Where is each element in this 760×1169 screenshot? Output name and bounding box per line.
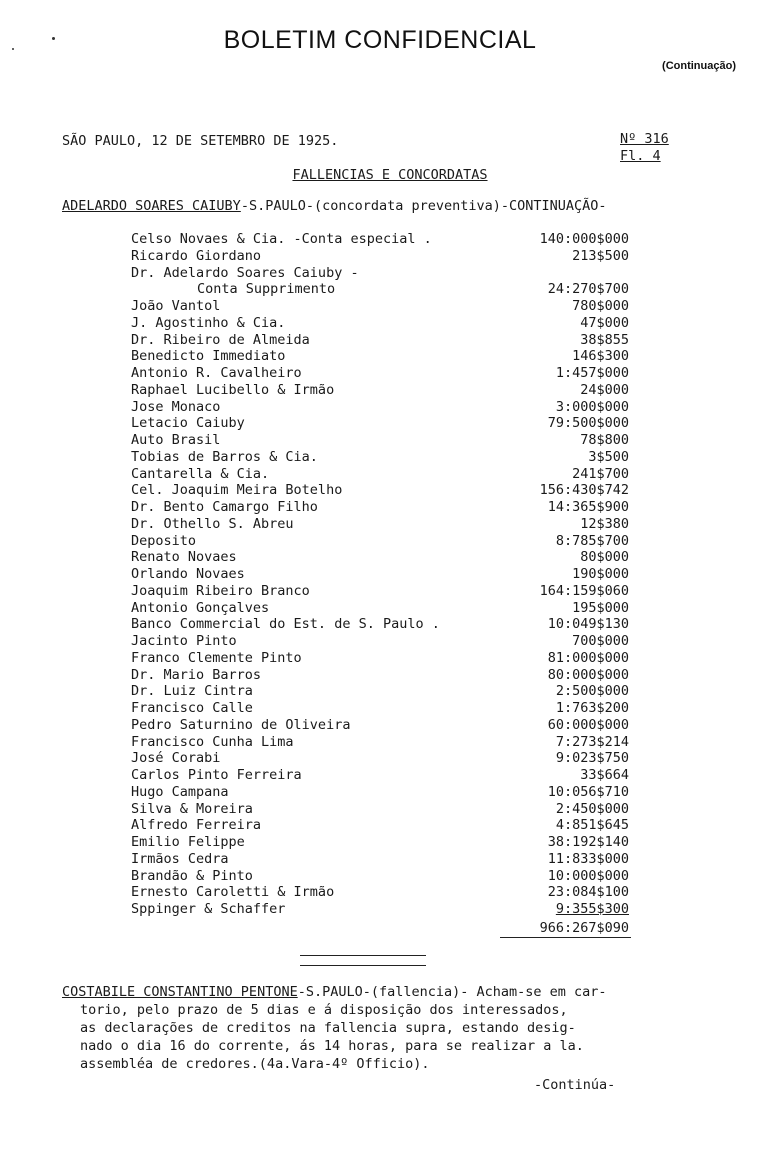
creditor-name-text: Dr. Othello S. Abreu — [131, 516, 298, 532]
creditor-row — [131, 298, 631, 315]
creditor-name-text: Antonio R. Cavalheiro — [131, 365, 306, 381]
creditor-row — [131, 348, 631, 365]
creditor-name — [131, 801, 257, 818]
creditor-name — [131, 851, 233, 868]
continuation-label: (Continuação) — [662, 60, 736, 72]
creditor-name-text: Conta Supprimento — [197, 281, 339, 297]
creditor-amount: 1:763$200 — [555, 700, 629, 716]
creditor-name — [131, 415, 249, 432]
case-heading — [62, 198, 607, 214]
creditor-amount: 146$300 — [572, 348, 629, 365]
notice-first-line-text: -S.PAULO-(fallencia)- Acham-se em car- — [297, 984, 607, 1000]
creditor-amount: 11:833$000 — [547, 850, 629, 867]
creditor-amount: 190$000 — [572, 566, 629, 582]
creditor-name-text: Jose Monaco — [131, 399, 224, 415]
creditor-name — [131, 784, 233, 801]
creditor-row — [131, 449, 631, 466]
section-title: FALLENCIAS E CONCORDATAS — [292, 167, 488, 183]
creditor-amount: 156:430$742 — [539, 482, 629, 499]
creditor-name-text: Celso Novaes & Cia. -Conta especial . — [131, 231, 436, 247]
creditor-name-text: J. Agostinho & Cia. — [131, 315, 289, 331]
creditor-amount: 12$380 — [580, 515, 629, 532]
creditor-name-text: Franco Clemente Pinto — [131, 650, 306, 666]
creditor-name — [131, 616, 444, 633]
creditor-row — [131, 281, 631, 298]
creditor-row — [131, 332, 631, 349]
creditor-row — [131, 801, 631, 818]
creditor-name — [131, 633, 241, 650]
creditor-row — [131, 717, 631, 734]
creditor-name-text: Emilio Felippe — [131, 834, 249, 850]
notice-line: torio, pelo prazo de 5 dias e á disposição dos interessados, — [80, 1002, 568, 1018]
creditor-name-text: Ernesto Caroletti & Irmão — [131, 884, 338, 900]
creditor-list — [131, 231, 631, 918]
creditor-name-text: Cantarella & Cia. — [131, 466, 273, 482]
creditor-amount: 8:785$700 — [555, 532, 629, 549]
creditor-row — [131, 834, 631, 851]
creditor-name-text: Dr. Bento Camargo Filho — [131, 499, 322, 515]
bankruptcy-notice — [62, 983, 712, 1073]
creditor-row — [131, 851, 631, 868]
creditor-amount: 79:500$000 — [547, 415, 629, 432]
notice-case-name: COSTABILE CONSTANTINO PENTONE — [62, 984, 298, 1000]
creditor-row — [131, 600, 631, 617]
creditor-row — [131, 583, 631, 600]
creditor-name — [131, 432, 224, 449]
creditor-amount: 241$700 — [572, 465, 629, 482]
creditor-name-text: Pedro Saturnino de Oliveira — [131, 717, 354, 733]
creditor-name — [131, 667, 265, 684]
creditor-name — [131, 265, 363, 282]
creditor-name-text: Jacinto Pinto — [131, 633, 241, 649]
creditor-amount: 1:457$000 — [555, 365, 629, 381]
creditor-name-text: José Corabi — [131, 750, 224, 766]
creditor-row — [131, 533, 631, 550]
creditor-name — [131, 248, 265, 265]
creditor-row — [131, 482, 631, 499]
creditor-name-text: Letacio Caiuby — [131, 415, 249, 431]
creditor-amount: 23:084$100 — [547, 884, 629, 901]
creditor-row — [131, 683, 631, 700]
sheet-number: Fl. 4 — [620, 148, 661, 164]
creditor-amount: 47$000 — [580, 314, 629, 331]
creditor-name-text: Renato Novaes — [131, 549, 241, 565]
creditor-name-text: Brandão & Pinto — [131, 868, 257, 884]
creditor-amount: 14:365$900 — [547, 499, 629, 515]
notice-line: as declarações de creditos na fallencia supra, estando desig- — [80, 1020, 576, 1036]
creditor-amount: 78$800 — [580, 432, 629, 448]
creditor-name-text: Irmãos Cedra — [131, 851, 233, 867]
creditor-name — [131, 700, 257, 717]
creditor-amount: 38:192$140 — [547, 834, 629, 850]
creditor-amount: 780$000 — [572, 298, 629, 314]
creditor-name — [131, 533, 200, 550]
creditor-name — [131, 901, 289, 918]
creditor-amount: 700$000 — [572, 633, 629, 649]
creditor-amount: 164:159$060 — [539, 582, 629, 599]
creditor-amount: 140:000$000 — [539, 231, 629, 247]
creditor-row — [131, 399, 631, 416]
creditor-name — [131, 583, 314, 600]
creditor-amount: 24$000 — [580, 381, 629, 398]
creditor-name — [131, 549, 241, 566]
creditor-name-text: Tobias de Barros & Cia. — [131, 449, 322, 465]
ink-speck — [52, 37, 55, 40]
creditor-amount: 38$855 — [580, 331, 629, 348]
creditor-name — [131, 516, 298, 533]
case-name: ADELARDO SOARES CAIUBY — [62, 198, 241, 214]
creditor-amount: 7:273$214 — [555, 733, 629, 750]
creditor-amount: 9:355$300 — [555, 901, 629, 917]
bulletin-number: Nº 316 — [620, 131, 669, 147]
creditor-row — [131, 650, 631, 667]
creditor-name — [131, 734, 298, 751]
creditor-name-text: Auto Brasil — [131, 432, 224, 448]
notice-line: nado o dia 16 do corrente, ás 14 horas, para se realizar a la. — [80, 1038, 584, 1054]
creditor-name-text: Dr. Luiz Cintra — [131, 683, 257, 699]
creditor-name-text: Raphael Lucibello & Irmão — [131, 382, 338, 398]
creditor-row — [131, 884, 631, 901]
creditor-name — [131, 750, 224, 767]
creditor-name-text: Sppinger & Schaffer — [131, 901, 289, 917]
creditor-name-text: Ricardo Giordano — [131, 248, 265, 264]
creditor-name-text: Dr. Mario Barros — [131, 667, 265, 683]
creditor-name — [131, 466, 273, 483]
creditor-amount: 213$500 — [572, 247, 629, 264]
creditor-name — [131, 298, 224, 315]
creditor-name — [197, 281, 339, 298]
continues-label: -Continúa- — [534, 1077, 616, 1093]
creditor-row — [131, 566, 631, 583]
creditor-amount: 10:049$130 — [547, 616, 629, 633]
place-date: SÃO PAULO, 12 DE SETEMBRO DE 1925. — [62, 133, 339, 149]
creditor-amount: 9:023$750 — [555, 750, 629, 767]
creditor-name-text: Cel. Joaquim Meira Botelho — [131, 482, 346, 498]
creditor-row — [131, 265, 631, 282]
creditor-row — [131, 616, 631, 633]
creditor-name — [131, 650, 306, 667]
creditor-row — [131, 231, 631, 248]
creditor-amount: 3:000$000 — [555, 398, 629, 415]
creditor-name — [131, 449, 322, 466]
notice-line: assembléa de credores.(4a.Vara-4º Officio). — [80, 1056, 430, 1072]
separator-rule — [300, 955, 426, 956]
creditor-name-text: Hugo Campana — [131, 784, 233, 800]
creditor-name-text: Benedicto Immediato — [131, 348, 289, 364]
creditor-name-text: Silva & Moreira — [131, 801, 257, 817]
creditor-amount: 80:000$000 — [547, 666, 629, 683]
bulletin-reference — [620, 131, 669, 165]
creditor-row — [131, 499, 631, 516]
creditor-name-text: Alfredo Ferreira — [131, 817, 265, 833]
creditor-name — [131, 499, 322, 516]
creditor-amount: 10:056$710 — [547, 783, 629, 800]
creditor-row — [131, 767, 631, 784]
creditor-amount: 3$500 — [588, 448, 629, 465]
creditor-name — [131, 365, 306, 382]
creditor-row — [131, 700, 631, 717]
creditor-name — [131, 868, 257, 885]
creditor-name — [131, 231, 436, 248]
creditor-name — [131, 817, 265, 834]
creditor-name — [131, 717, 354, 734]
creditor-amount: 195$000 — [572, 599, 629, 616]
creditor-name — [131, 315, 289, 332]
creditor-amount: 24:270$700 — [547, 281, 629, 298]
creditor-name — [131, 482, 346, 499]
creditor-name — [131, 683, 257, 700]
creditor-amount: 10:000$000 — [547, 867, 629, 884]
ledger-total: 966:267$090 — [500, 919, 631, 938]
creditor-name-text: Francisco Calle — [131, 700, 257, 716]
creditor-name-text: Dr. Ribeiro de Almeida — [131, 332, 314, 348]
creditor-row — [131, 516, 631, 533]
creditor-name — [131, 884, 338, 901]
creditor-row — [131, 432, 631, 449]
creditor-name-text: Carlos Pinto Ferreira — [131, 767, 306, 783]
creditor-row — [131, 382, 631, 399]
creditor-name — [131, 348, 289, 365]
creditor-name — [131, 834, 249, 851]
creditor-name-text: Joaquim Ribeiro Branco — [131, 583, 314, 599]
creditor-amount: 2:450$000 — [555, 800, 629, 817]
creditor-name — [131, 332, 314, 349]
creditor-amount: 33$664 — [580, 767, 629, 783]
creditor-name-text: João Vantol — [131, 298, 224, 314]
creditor-row — [131, 415, 631, 432]
creditor-name-text: Antonio Gonçalves — [131, 600, 273, 616]
notice-first-line — [62, 983, 712, 1001]
creditor-row — [131, 248, 631, 265]
separator-rule — [300, 965, 426, 966]
case-description: -S.PAULO-(concordata preventiva)-CONTINUAÇÃO- — [240, 198, 607, 214]
creditor-name — [131, 566, 249, 583]
creditor-row — [131, 365, 631, 382]
creditor-row — [131, 750, 631, 767]
creditor-row — [131, 633, 631, 650]
creditor-name — [131, 767, 306, 784]
creditor-row — [131, 549, 631, 566]
creditor-name-text: Francisco Cunha Lima — [131, 734, 298, 750]
creditor-row — [131, 784, 631, 801]
creditor-amount: 60:000$000 — [547, 716, 629, 733]
creditor-name-text: Deposito — [131, 533, 200, 549]
creditor-name — [131, 600, 273, 617]
creditor-name — [131, 382, 338, 399]
creditor-row — [131, 868, 631, 885]
document-title: BOLETIM CONFIDENCIAL — [223, 26, 537, 54]
ink-speck — [12, 48, 14, 50]
creditor-name-text: Dr. Adelardo Soares Caiuby - — [131, 265, 363, 281]
creditor-amount: 2:500$000 — [555, 683, 629, 700]
creditor-row — [131, 817, 631, 834]
creditor-name-text: Banco Commercial do Est. de S. Paulo . — [131, 616, 444, 632]
creditor-row — [131, 315, 631, 332]
creditor-row — [131, 901, 631, 918]
creditor-row — [131, 466, 631, 483]
creditor-name — [131, 399, 224, 416]
creditor-amount: 4:851$645 — [555, 817, 629, 834]
creditor-name-text: Orlando Novaes — [131, 566, 249, 582]
creditor-row — [131, 667, 631, 684]
creditor-amount: 80$000 — [580, 549, 629, 566]
creditor-row — [131, 734, 631, 751]
creditor-amount: 81:000$000 — [547, 649, 629, 666]
